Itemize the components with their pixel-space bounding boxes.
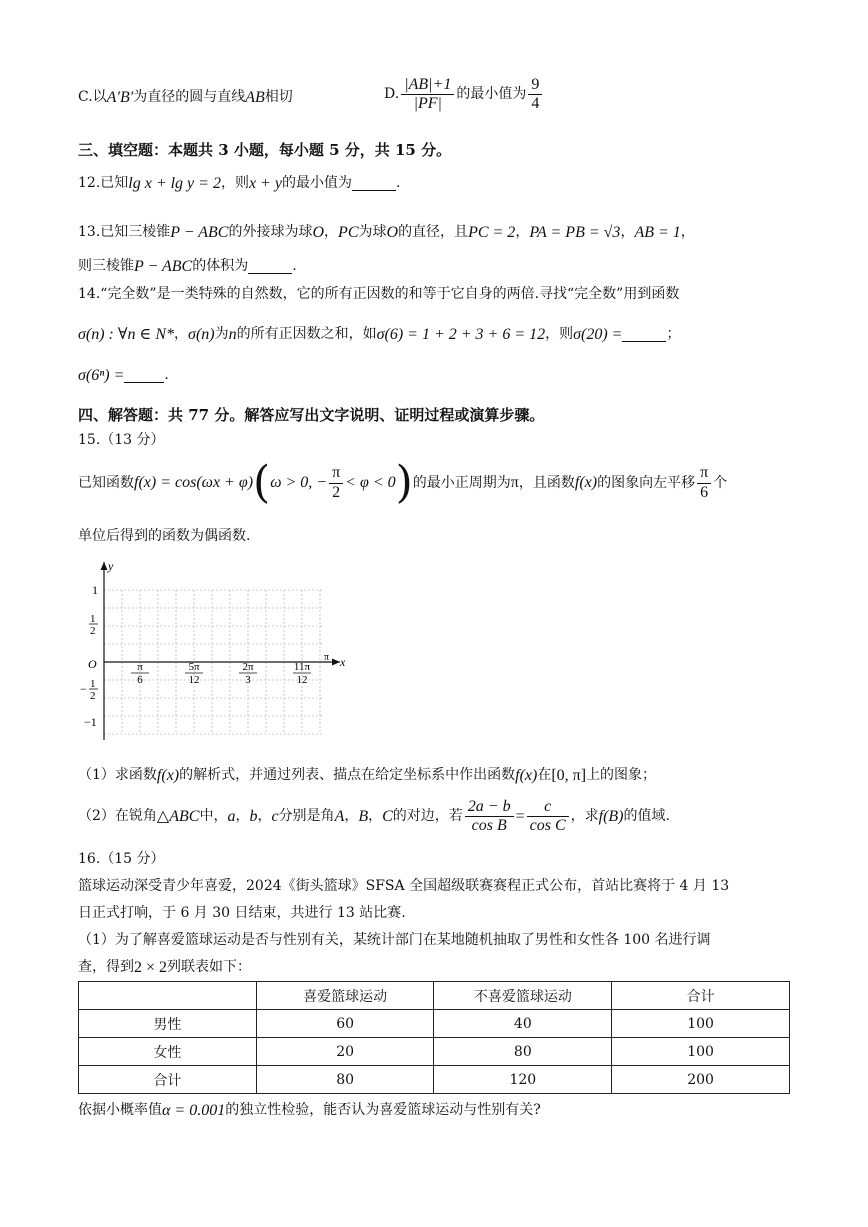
q13-text-c: ， (324, 224, 339, 241)
q15-l1-fx: f(x) (574, 474, 598, 492)
q12-math2: x + y (248, 175, 282, 192)
q13-math-pc: PC (338, 224, 359, 241)
q11-option-d-denominator: |PF| (413, 95, 442, 113)
q15-part1 (78, 766, 656, 785)
table-cell: 80 (434, 1038, 612, 1066)
q14-math-sigma-n: σ(n) (188, 326, 215, 343)
q11-option-d-value (528, 76, 542, 114)
y-tick-half-den: 2 (90, 625, 96, 637)
q13-answer-blank[interactable] (248, 259, 292, 274)
q13-text-d: 为球 (358, 224, 387, 241)
q16-paragraph-4 (78, 958, 251, 977)
q16-after-table (78, 1101, 541, 1120)
q15-part1-fx: f(x) (156, 767, 180, 784)
q12-math1: lg x + lg y = 2 (128, 175, 221, 192)
q14-answer-blank-1[interactable] (622, 327, 666, 342)
q11-option-d-fraction (401, 76, 454, 114)
table-cell: 男性 (79, 1010, 257, 1038)
q15-part2-fb: f(B) (598, 808, 624, 826)
q12-prefix: 12.已知 (78, 175, 129, 192)
x-tick-num: 5π (188, 661, 200, 673)
table-cell: 100 (612, 1010, 790, 1038)
section4-heading: 四、解答题：共 77 分。解答应写出文字说明、证明过程或演算步骤。 (78, 406, 545, 424)
q15-part2-frac1-num: 2a − b (465, 798, 514, 817)
q15-part2-fraction1 (465, 798, 514, 836)
q15-l1-d: 的图象向左平移 (597, 474, 696, 491)
q15-l1-function: f(x) = cos(ωx + φ) (134, 474, 254, 492)
q13-line2-math: P − ABC (134, 258, 193, 275)
table-cell: 200 (612, 1066, 790, 1094)
q15-part2-b: 中， (199, 808, 228, 825)
q15-part2-f: ， (344, 808, 359, 825)
q14-answer-blank-2[interactable] (124, 368, 164, 383)
q14-text-c: 的所有正因数之和，如 (236, 326, 377, 343)
x-tick-num: 11π (293, 661, 311, 673)
q12-end: . (395, 175, 401, 192)
q13-text-e: 的直径，且 (398, 224, 469, 241)
q15-part2-e: 分别是角 (278, 808, 335, 825)
table-cell: 40 (434, 1010, 612, 1038)
table-row (79, 1066, 790, 1094)
y-tick-half-num: 1 (90, 613, 96, 625)
q13-text-f: ， (515, 224, 530, 241)
q14-math-sigma-6n: σ(6ⁿ) = (78, 367, 125, 384)
q13-text-h: ， (680, 224, 695, 241)
x-tick-den: 12 (296, 674, 308, 686)
q14-math-sigma6: σ(6) = 1 + 2 + 3 + 6 = 12 (376, 326, 546, 343)
x-tick-den: 6 (137, 674, 143, 686)
x-tick-den: 3 (245, 674, 251, 686)
q13-text-a: 13.已知三棱锥 (78, 224, 171, 241)
table-cell: 合计 (79, 1066, 257, 1094)
q13-text-b: 的外接球为球 (228, 224, 313, 241)
q15-line2: 单位后得到的函数为偶函数. (78, 528, 251, 544)
q11-option-c-math1: A′B′ (106, 89, 134, 106)
q15-l1-shift-den: 6 (700, 483, 709, 501)
origin-label: O (88, 657, 97, 671)
table-cell: 120 (434, 1066, 612, 1094)
q11-option-c-suffix: 相切 (264, 89, 293, 106)
q13-line1 (78, 223, 695, 242)
q15-part1-d: 上的图象； (586, 767, 657, 784)
q15-part2-fraction2 (527, 798, 569, 836)
q15-line1 (78, 457, 728, 508)
table-row (79, 1038, 790, 1066)
q15-l1-cond-a: ω > 0, − (270, 474, 328, 492)
q16-label: 16.（15 分） (78, 851, 165, 867)
y-tick-1: 1 (92, 583, 98, 597)
y-tick-neg-half-sign: − (80, 682, 87, 696)
q14-line2-end: ； (666, 326, 681, 343)
q15-part2-a-var: a (227, 808, 236, 826)
q15-part1-a: （1）求函数 (78, 767, 157, 784)
table-header-row (79, 982, 790, 1010)
q16-after-a: 依据小概率值 (78, 1102, 162, 1119)
table-cell: 60 (256, 1010, 434, 1038)
q14-line2 (78, 325, 680, 344)
q16-paragraph-2: 日正式打响，于 6 月 30 日结束，共进行 13 站比赛. (78, 905, 406, 921)
q15-part2-frac2-num: c (527, 798, 569, 817)
q15-part2-angle-c: C (382, 808, 393, 826)
q15-l1-cond-fraction (329, 464, 343, 502)
table-cell: 20 (256, 1038, 434, 1066)
q15-part2-g: ， (368, 808, 383, 825)
q16-p4-math: 2 × 2 (134, 959, 168, 976)
q15-part1-b: 的解析式，并通过列表、描点在给定坐标系中作出函数 (179, 767, 516, 784)
q14-math-sigma20: σ(20) = (573, 326, 623, 343)
q11-option-d-numerator: |AB|+1 (401, 76, 454, 95)
x-tick-num: 2π (242, 661, 254, 673)
q14-line3 (78, 366, 169, 385)
q14-line3-end: . (164, 367, 169, 384)
q15-paren-right: ) (395, 457, 413, 508)
q15-l1-a: 已知函数 (78, 474, 134, 491)
q13-math-o2: O (386, 224, 399, 241)
x-tick-den: 12 (188, 674, 200, 686)
q15-l1-b: 的最小正周期为 (412, 474, 511, 491)
y-tick-neg1: −1 (84, 715, 97, 729)
q14-math-n: n (228, 326, 237, 343)
q12 (78, 174, 400, 193)
table-row (79, 1010, 790, 1038)
q14-text-a: ， (174, 326, 189, 343)
q16-paragraph-3: （1）为了解喜爱篮球运动是否与性别有关，某统计部门在某地随机抽取了男性和女性各 100 名进行调 (78, 932, 711, 948)
q15-part2-angle-b: B (358, 808, 369, 826)
q12-mid: ，则 (220, 175, 249, 192)
q16-after-b: 的独立性检验，能否认为喜爱篮球运动与性别有关? (225, 1102, 541, 1119)
q15-label: 15.（13 分） (78, 432, 165, 448)
q15-l1-pi: π (510, 474, 519, 492)
q11-option-d-value-num: 9 (528, 76, 542, 95)
q16-p4-a: 查，得到 (78, 959, 134, 976)
q15-part1-interval: [0, π] (551, 767, 587, 784)
y-axis-arrow (101, 562, 108, 570)
q14-line1: 14.“完全数”是一类特殊的自然数，它的所有正因数的和等于它自身的两倍.寻找“完全数”用到函数 (78, 286, 680, 302)
q15-part2-c: ， (235, 808, 250, 825)
table-cell: 女性 (79, 1038, 257, 1066)
table-header-cell (79, 982, 257, 1010)
q15-part1-fx2: f(x) (515, 767, 538, 784)
coordinate-grid[interactable] (78, 556, 358, 746)
q13-text-g: ， (620, 224, 635, 241)
q13-line2 (78, 257, 297, 276)
q15-part2-i: ，求 (570, 808, 599, 825)
table-cell: 100 (612, 1038, 790, 1066)
q15-part2-c-var: c (271, 808, 279, 826)
q12-suffix: 的最小值为 (281, 175, 352, 192)
q15-part2-angle-a: A (334, 808, 345, 826)
q13-math-pc2: PC = 2 (468, 224, 516, 241)
y-axis-label: y (108, 559, 114, 573)
q11-option-c-prefix: C.以 (78, 89, 107, 106)
q15-part2 (78, 798, 670, 836)
q15-paren-left: ( (253, 457, 271, 508)
q15-part1-c: 在 (537, 767, 552, 784)
q11-option-d-mid: 的最小值为 (456, 86, 527, 103)
q12-answer-blank[interactable] (352, 176, 396, 191)
table-cell: 80 (256, 1066, 434, 1094)
q15-part2-d: ， (257, 808, 272, 825)
contingency-table (78, 981, 790, 1094)
table-header-cell: 喜爱篮球运动 (256, 982, 434, 1010)
q15-part2-h: 的对边，若 (392, 808, 463, 825)
q11-option-c-mid: 为直径的圆与直线 (133, 89, 246, 106)
q15-part2-b-var: b (249, 808, 258, 826)
q13-math-pabc: P − ABC (170, 224, 229, 241)
table-header-cell: 合计 (612, 982, 790, 1010)
x-tick-num: π (137, 661, 143, 673)
q15-part2-triangle: △ABC (156, 808, 200, 826)
q16-after-math: α = 0.001 (162, 1102, 226, 1119)
q11-option-d-value-den: 4 (531, 95, 540, 113)
q15-l1-shift-num: π (697, 464, 711, 483)
q13-line2-end: . (292, 258, 297, 275)
x-axis-label: x (340, 655, 346, 669)
q11-option-d-prefix: D. (384, 86, 400, 103)
x-axis-arrow (332, 659, 340, 666)
x-tick-labels (131, 652, 329, 686)
y-tick-neg-half-num: 1 (90, 678, 96, 690)
q15-l1-cond-frac-den: 2 (332, 483, 341, 501)
q15-l1-cond-frac-num: π (329, 464, 343, 483)
q15-part2-j: 的值域. (623, 808, 670, 825)
q13-line2-a: 则三棱锥 (78, 258, 134, 275)
x-tick-pi: π (324, 652, 330, 663)
q16-p4-b: 列联表如下： (167, 959, 252, 976)
y-tick-neg-half-den: 2 (90, 690, 96, 702)
section3-heading: 三、填空题：本题共 3 小题，每小题 5 分，共 15 分。 (78, 141, 452, 159)
q14-math-sigma-def: σ(n) : ∀n ∈ N* (78, 326, 175, 343)
q13-math-pa-pb: PA = PB = √3 (529, 224, 621, 241)
q13-math-o1: O (312, 224, 325, 241)
q15-part2-frac2-den: cos C (529, 817, 566, 835)
q16-paragraph-1: 篮球运动深受青少年喜爱，2024《街头篮球》SFSA 全国超级联赛赛程正式公布，首站比赛将于 4 月 13 (78, 878, 730, 894)
q15-part2-a: （2）在锐角 (78, 808, 157, 825)
q11-option-d (384, 76, 544, 114)
q11-option-c (78, 88, 293, 107)
q11-option-c-math2: AB (245, 89, 265, 106)
q15-part2-equals: = (515, 808, 525, 826)
q13-line2-b: 的体积为 (192, 258, 249, 275)
q15-part2-frac1-den: cos B (471, 817, 507, 835)
q14-text-d: ，则 (545, 326, 574, 343)
q15-l1-cond-b: < φ < 0 (345, 474, 396, 492)
q15-l1-c: ，且函数 (518, 474, 575, 491)
table-header-cell: 不喜爱篮球运动 (434, 982, 612, 1010)
q13-math-ab: AB = 1 (634, 224, 681, 241)
q15-l1-shift-fraction (697, 464, 711, 502)
q14-text-b: 为 (214, 326, 229, 343)
q15-l1-e: 个 (713, 474, 728, 491)
